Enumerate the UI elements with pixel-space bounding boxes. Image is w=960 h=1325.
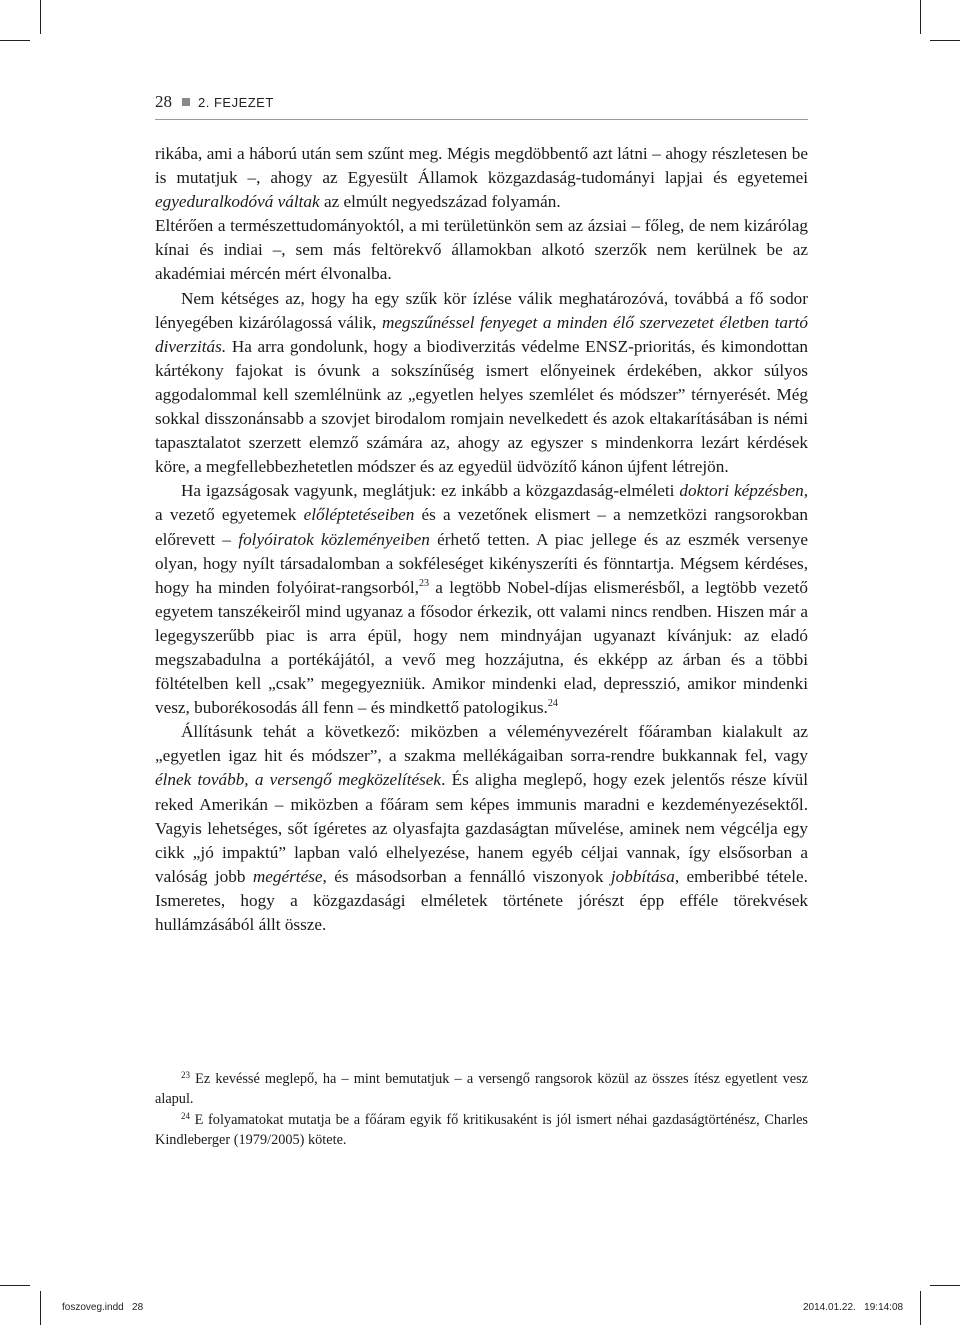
paragraph-1: rikába, ami a háború után sem szűnt meg. Mégis megdöbbentő azt látni – ahogy részletesen be is mutatjuk –, ahogy az Egyesült Államok közgazdaság-tudományi lapjai és egyetemei egyeduralkodóvá váltak az elmúlt negyedszázad folyamán. bbox=[155, 144, 808, 212]
footnote-ref-23[interactable]: 23 bbox=[418, 577, 429, 589]
body-text bbox=[155, 142, 808, 937]
page-number: 28 bbox=[155, 92, 172, 111]
slug-timestamp: 2014.01.22. 19:14:08 bbox=[803, 1302, 904, 1313]
slug-file: foszoveg.indd 28 bbox=[62, 1302, 144, 1313]
crop-mark-bottom-left-horizontal bbox=[0, 1285, 30, 1286]
square-bullet-icon bbox=[182, 98, 190, 106]
paragraph-2: Eltérően a természettudományoktól, a mi területünkön sem az ázsiai – főleg, de nem kizárólag kínai és indiai –, sem más feltörekvő államokban alkotó szerzők nem kerülnek be az akadémiai mércén mért élvonalba. bbox=[155, 216, 808, 284]
emphasis: előléptetéseiben bbox=[303, 505, 415, 525]
footnote-23: $^{23}$ Ez kevéssé meglepő, ha – mint bemutatjuk – a versengő rangsorok közül az összes ítész egyetlent vesz alapul. bbox=[155, 1070, 808, 1108]
crop-mark-bottom-right-horizontal bbox=[930, 1285, 960, 1286]
crop-mark-bottom-right-vertical bbox=[920, 1291, 921, 1325]
footnote-number: 23 bbox=[181, 1070, 190, 1080]
emphasis: megértése bbox=[252, 866, 323, 886]
chapter-label: 2. FEJEZET bbox=[198, 94, 274, 110]
running-head bbox=[155, 92, 274, 112]
paragraph-3: Nem kétséges az, hogy ha egy szűk kör ízlése válik meghatározóvá, továbbá a fő sodor lényegében kizárólagossá válik, megszűnéssel fenyeget a minden élő szervezetet életben tartó diverzitás. Ha arra gondolunk, hogy a biodiverzitás védelme ENSZ-prioritás, és kimondottan kártékony fajokat is óvunk a sokszínűség ismert előnyeinek érdekében, akkor súlyos aggodalommal kell szemlélnünk az „egyetlen helyes szemlélet és módszer” térnyerését. Még sokkal disszonánsabb a szovjet birodalom romjain nevelkedett és azok eltakarításában is némi tapasztalatot szerzett elemző számára az, ahogy az egyszer s mindenkorra lezárt kérdések köre, a megfellebbezhetetlen módszer és az egyedül üdvözítő kánon újfent létrejön. bbox=[155, 288, 808, 477]
crop-mark-top-right-horizontal bbox=[930, 40, 960, 41]
emphasis: jobbítása, bbox=[610, 866, 680, 886]
crop-mark-top-right-vertical bbox=[920, 0, 921, 34]
paragraph-5: Állításunk tehát a következő: miközben a véleményvezérelt főáramban kialakult az „egyetlen igaz hit és módszer”, a szakma mellékágaiban sorra-rendre bukkannak fel, vagy élnek tovább, a versengő megközelítések. És aligha meglepő, hogy ezek jelentős része kívül reked Amerikán – miközben a főáram sem képes immunis maradni e kezdeményezésektől. Vagyis lehetséges, sőt ígéretes az olyasfajta gazdaságtan művelése, aminek nem végcélja egy cikk „jó impaktú” lapban való elhelyezése, hanem egyéb céljai vannak, így elsősorban a valóság jobb megértése, és másodsorban a fennálló viszonyok jobbítása, emberibbé tétele. Ismeretes, hogy a közgazdasági elméletek története jórészt épp efféle törekvések hullámzásából állt össze. bbox=[155, 722, 808, 934]
emphasis: doktori képzésben bbox=[679, 481, 804, 501]
footnote-number: 24 bbox=[181, 1110, 190, 1121]
crop-mark-top-left-vertical bbox=[40, 0, 41, 34]
emphasis: egyeduralkodóvá váltak bbox=[155, 192, 320, 212]
emphasis: megszűnéssel fenyeget a minden élő szervezetet életben tartó diverzitás. bbox=[155, 312, 808, 356]
emphasis: folyóiratok közleményeiben bbox=[238, 529, 430, 549]
footnote-24: $^{24}$ E folyamatokat mutatja be a főáram egyik fő kritikusaként is jól ismert néhai gazdaságtörténész, Charles Kindleberger (1979/2005) kötete. bbox=[155, 1110, 808, 1148]
crop-mark-top-left-horizontal bbox=[0, 40, 30, 41]
paragraph-4: Ha igazságosak vagyunk, meglátjuk: ez inkább a közgazdaság-elméleti doktori képzésben, a vezető egyetemek előléptetéseiben és a vezetőnek elismert – a nemzetközi rangsorokban előrevett – folyóiratok közleményeiben érhető tetten. A piac jellege és az eszmék versenye olyan, hogy nyílt társadalomban a sokféleséget kikényszeríti és fönntartja. Mégsem kérdéses, hogy ha minden folyóirat-rangsorból,$^{23}$ a legtöbb Nobel-díjas elismerésből, a legtöbb vezető egyetem tanszékeiről mind ugyanaz a fősodor érkezik, ott valami nincs rendben. Hiszen már a legegyszerűbb piac is arra épül, hogy nem mindnyájan ugyanazt kívánjuk: az eladó megszabadulna a portékájától, a vevő meg hozzájutna, és ekképp az árban és a többi föltételben kell „csak” megegyezniük. Amikor mindenki elad, depresszió, amikor mindenki vesz, buborékosodás áll fenn – és mindkettő patologikus.$^{24}$ bbox=[155, 481, 808, 718]
crop-mark-bottom-left-vertical bbox=[40, 1291, 41, 1325]
footnote-ref-24[interactable]: 24 bbox=[547, 698, 558, 710]
emphasis: élnek tovább, a versengő megközelítések bbox=[155, 770, 442, 790]
footnotes bbox=[155, 1069, 808, 1150]
header-rule bbox=[155, 119, 808, 120]
